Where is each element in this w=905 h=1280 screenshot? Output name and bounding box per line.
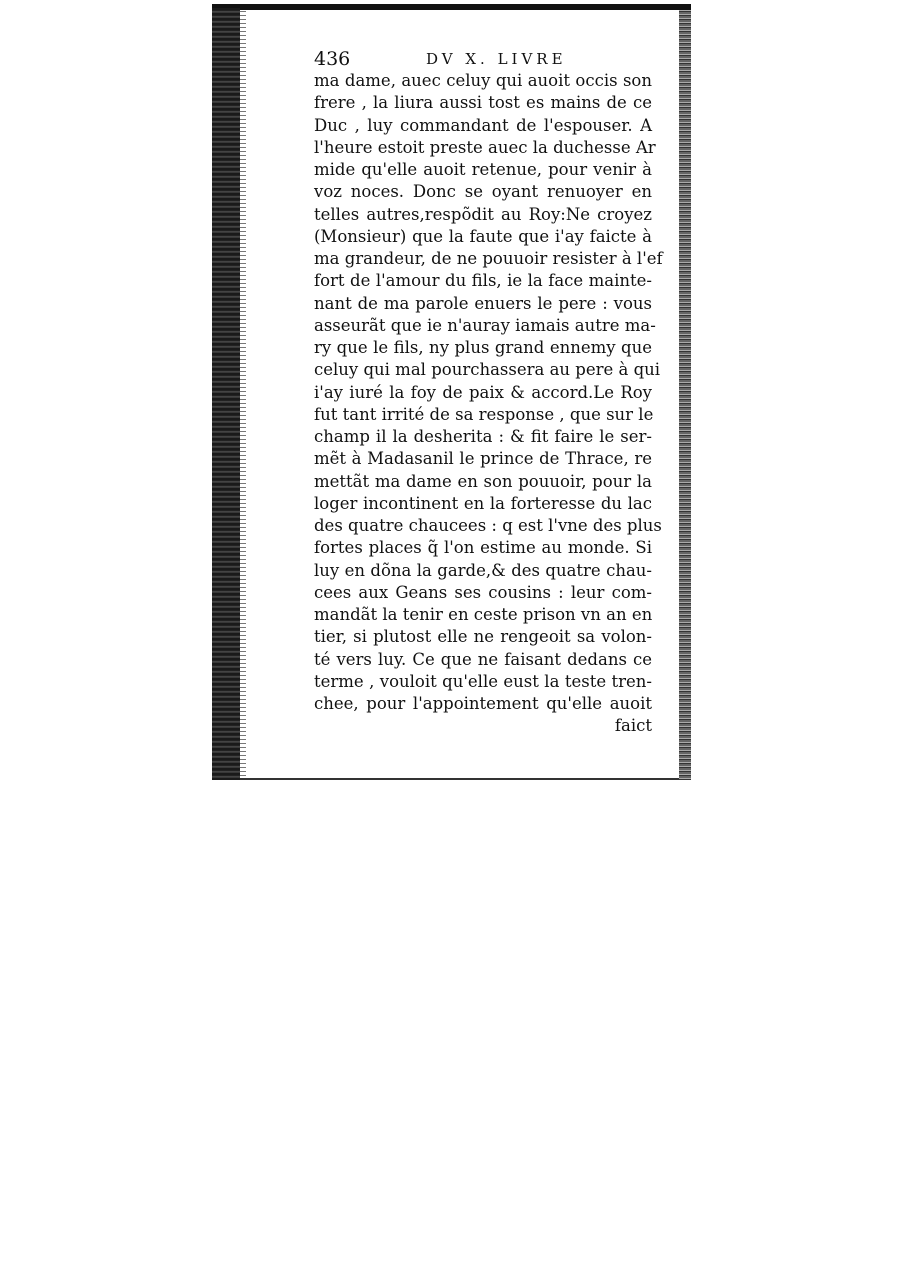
text-line: voz noces. Donc se oyant renuoyer en bbox=[314, 182, 652, 202]
text-line: mandãt la tenir en ceste prison vn an en bbox=[314, 605, 653, 624]
page-header bbox=[314, 48, 652, 70]
text-line: asseurãt que ie n'auray iamais autre ma- bbox=[314, 315, 656, 335]
text-line: luy en dõna la garde,& des quatre chau- bbox=[314, 560, 652, 580]
text-line: ma dame, auec celuy qui auoit occis son bbox=[314, 71, 652, 90]
scan-top-border bbox=[212, 4, 691, 10]
page-number: 436 bbox=[314, 48, 351, 70]
text-line: ma grandeur, de ne pouuoir resister à l'ef bbox=[314, 249, 663, 268]
text-line: loger incontinent en la forteresse du lac bbox=[314, 493, 652, 513]
text-line: ry que le fils, ny plus grand ennemy que bbox=[314, 338, 652, 357]
text-line: cees aux Geans ses cousins : leur com- bbox=[314, 582, 652, 602]
text-line: mettãt ma dame en son pouuoir, pour la bbox=[314, 471, 652, 491]
text-line: té vers luy. Ce que ne faisant dedans ce bbox=[314, 649, 652, 669]
text-line: champ il la desherita : & fit faire le ser- bbox=[314, 427, 652, 446]
text-line: mide qu'elle auoit retenue, pour venir à bbox=[314, 160, 652, 179]
scanned-page bbox=[212, 4, 691, 780]
running-head: DV X. LIVRE bbox=[426, 50, 567, 68]
page-content bbox=[314, 48, 663, 738]
text-line: celuy qui mal pourchassera au pere à qui bbox=[314, 360, 661, 380]
text-line: fut tant irrité de sa response , que sur le bbox=[314, 404, 654, 424]
text-line: l'heure estoit preste auec la duchesse Ar bbox=[314, 137, 656, 157]
text-line: mẽt à Madasanil le prince de Thrace, re bbox=[314, 449, 652, 469]
text-line: telles autres,respõdit au Roy:Ne croyez bbox=[314, 204, 652, 224]
text-line: chee, pour l'appointement qu'elle auoit bbox=[314, 694, 652, 713]
text-line: Duc , luy commandant de l'espouser. A bbox=[314, 115, 652, 135]
text-line: terme , vouloit qu'elle eust la teste tren- bbox=[314, 671, 652, 691]
text-line: fortes places q̃ l'on estime au monde. Si bbox=[314, 538, 652, 558]
page-edge bbox=[679, 10, 691, 780]
book-gutter bbox=[212, 8, 240, 780]
text-line: (Monsieur) que la faute que i'ay faicte à bbox=[314, 226, 652, 246]
text-line: fort de l'amour du fils, ie la face mainte- bbox=[314, 271, 652, 291]
text-line: nant de ma parole enuers le pere : vous bbox=[314, 293, 652, 313]
text-line: frere , la liura aussi tost es mains de ce bbox=[314, 93, 652, 113]
text-line: i'ay iuré la foy de paix & accord.Le Roy bbox=[314, 382, 652, 402]
text-line: tier, si plutost elle ne rengeoit sa volon- bbox=[314, 627, 652, 647]
text-line: des quatre chaucees : q est l'vne des plus bbox=[314, 516, 662, 535]
catchword: faict bbox=[614, 716, 652, 736]
scan-bottom-border bbox=[240, 778, 679, 780]
body-text bbox=[314, 70, 663, 738]
